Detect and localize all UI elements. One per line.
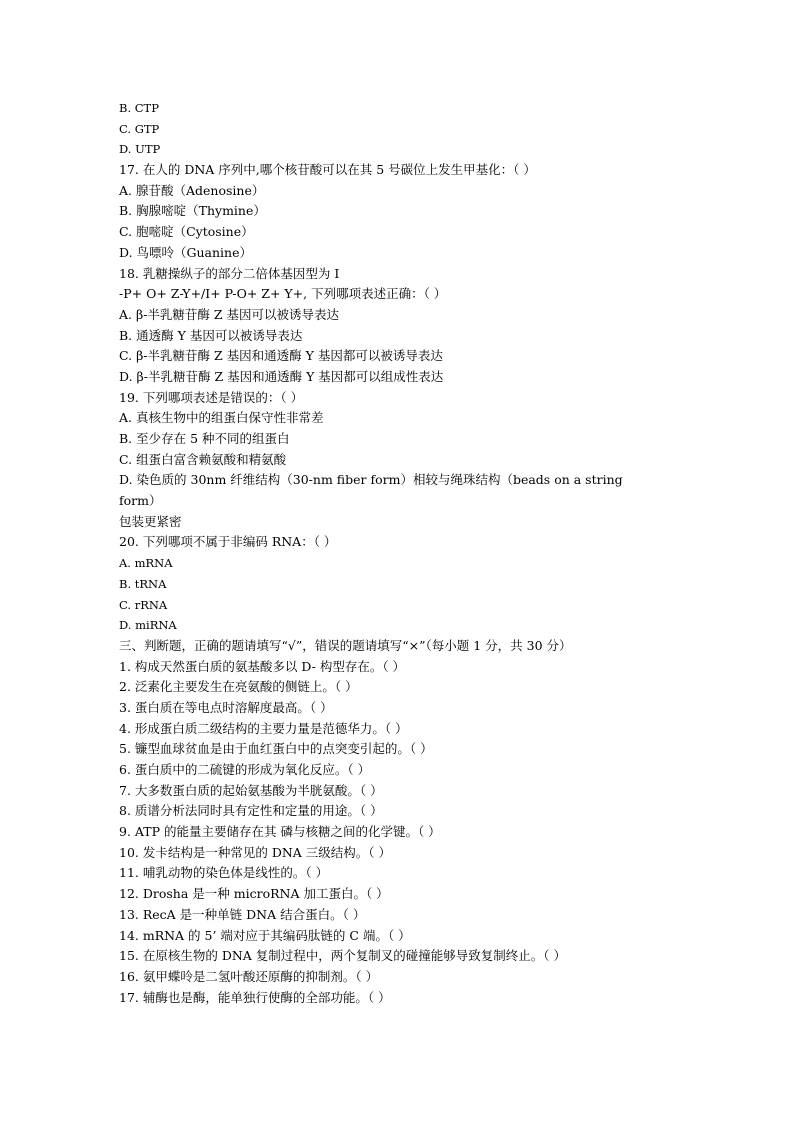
document-page <box>119 98 679 1008</box>
question-19: 19. 下列哪项表述是错误的：（ ） <box>119 389 304 405</box>
q17-option-d: D. 鸟嘌呤（Guanine） <box>119 244 253 260</box>
q20-option-c: C. rRNA <box>119 597 168 612</box>
option-c-gtp: C. GTP <box>119 121 160 136</box>
q18-option-d: D. β-半乳糖苷酶 Z 基因和通透酶 Y 基因都可以组成性表达 <box>119 368 444 384</box>
question-18: 18. 乳糖操纵子的部分二倍体基因型为 I <box>119 265 340 281</box>
tf-item-16: 16. 氨甲蝶呤是二氢叶酸还原酶的抑制剂。（ ） <box>119 968 379 984</box>
option-b-ctp: B. CTP <box>119 101 159 115</box>
tf-item-10: 10. 发卡结构是一种常见的 DNA 三级结构。（ ） <box>119 844 392 860</box>
q18-option-b: B. 通透酶 Y 基因可以被诱导表达 <box>119 327 303 343</box>
tf-item-5: 5. 镰型血球贫血是由于血红蛋白中的点突变引起的。（ ） <box>119 741 433 757</box>
q18-option-c: C. β-半乳糖苷酶 Z 基因和通透酶 Y 基因都可以被诱导表达 <box>119 348 443 364</box>
tf-item-14: 14. mRNA 的 5’ 端对应于其编码肽链的 C 端。（ ） <box>119 927 411 943</box>
tf-item-4: 4. 形成蛋白质二级结构的主要力量是范德华力。（ ） <box>119 720 408 736</box>
q20-option-b: B. tRNA <box>119 576 167 591</box>
tf-item-6: 6. 蛋白质中的二硫键的形成为氧化反应。（ ） <box>119 762 371 777</box>
tf-item-7: 7. 大多数蛋白质的起始氨基酸为半胱氨酸。（ ） <box>119 782 383 798</box>
q19-option-d-tail: 包装更紧密 <box>119 513 182 529</box>
option-d-utp: D. UTP <box>119 142 161 157</box>
tf-item-8: 8. 质谱分析法同时具有定性和定量的用途。（ ） <box>119 803 383 819</box>
q20-option-a: A. mRNA <box>119 556 173 571</box>
section-heading-true-false: 三、判断题，正确的题请填写“√”，错误的题请填写“×”（每小题 1 分，共 30 分） <box>119 637 572 653</box>
tf-item-17: 17. 辅酶也是酶，能单独行使酶的全部功能。（ ） <box>119 989 391 1005</box>
q20-option-d: D. miRNA <box>119 618 177 633</box>
question-20: 20. 下列哪项不属于非编码 RNA：（ ） <box>119 534 337 550</box>
tf-item-12: 12. Drosha 是一种 microRNA 加工蛋白。（ ） <box>119 886 389 902</box>
q19-option-a: A. 真核生物中的组蛋白保守性非常差 <box>119 410 324 426</box>
q19-option-b: B. 至少存在 5 种不同的组蛋白 <box>119 431 290 446</box>
tf-item-13: 13. RecA 是一种单链 DNA 结合蛋白。（ ） <box>119 906 366 922</box>
q19-option-d-continued: form） <box>119 493 162 509</box>
tf-item-3: 3. 蛋白质在等电点时溶解度最高。（ ） <box>119 699 333 715</box>
q19-option-d: D. 染色质的 30nm 纤维结构（30-nm fiber form）相较与绳珠结构（beads on a string <box>119 472 623 488</box>
q17-option-b: B. 胸腺嘧啶（Thymine） <box>119 203 266 219</box>
tf-item-11: 11. 哺乳动物的染色体是线性的。（ ） <box>119 865 329 881</box>
tf-item-9: 9. ATP 的能量主要储存在其 磷与核糖之间的化学键。（ ） <box>119 824 441 840</box>
tf-item-15: 15. 在原核生物的 DNA 复制过程中，两个复制叉的碰撞能够导致复制终止。（ ） <box>119 948 567 964</box>
q17-option-c: C. 胞嘧啶（Cytosine） <box>119 224 254 240</box>
q19-option-c: C. 组蛋白富含赖氨酸和精氨酸 <box>119 451 287 467</box>
tf-item-2: 2. 泛素化主要发生在亮氨酸的侧链上。（ ） <box>119 679 358 695</box>
question-18-continued: -P+ O+ Z-Y+/I+ P-O+ Z+ Y+, 下列哪项表述正确：（ ） <box>119 286 447 302</box>
question-17: 17. 在人的 DNA 序列中,哪个核苷酸可以在其 5 号碳位上发生甲基化：（ ） <box>119 162 536 178</box>
tf-item-1: 1. 构成天然蛋白质的氨基酸多以 D- 构型存在。（ ） <box>119 658 406 674</box>
q18-option-a: A. β-半乳糖苷酶 Z 基因可以被诱导表达 <box>119 306 340 322</box>
q17-option-a: A. 腺苷酸（Adenosine） <box>119 182 265 198</box>
